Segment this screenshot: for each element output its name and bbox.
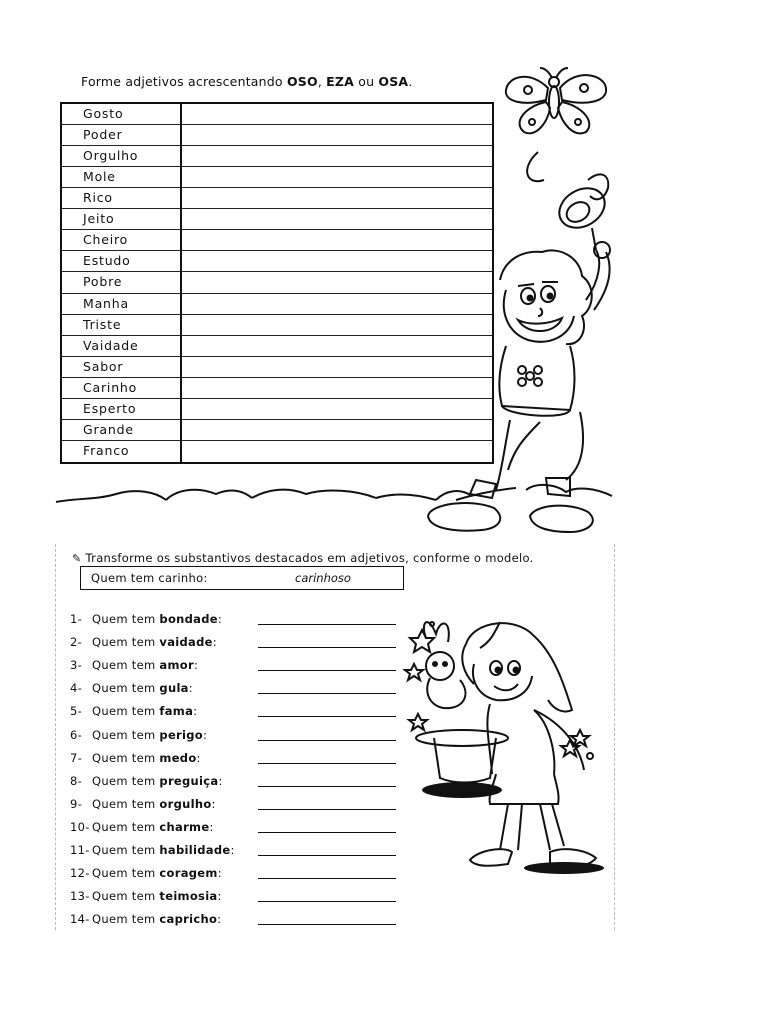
question-item <box>70 843 235 859</box>
colon: : <box>230 843 235 857</box>
answer-blank[interactable] <box>258 624 396 625</box>
colon: : <box>217 612 223 626</box>
highlighted-noun: preguiça <box>159 773 219 788</box>
noun-cell: Estudo <box>83 253 131 269</box>
answer-blank[interactable] <box>258 786 396 787</box>
item-number: 10- <box>70 819 90 834</box>
highlighted-noun: habilidade <box>159 843 231 857</box>
noun-cell: Carinho <box>83 379 138 395</box>
question-prefix: Quem tem <box>92 635 160 650</box>
item-number: 2- <box>70 635 83 650</box>
item-number: 7- <box>70 750 83 765</box>
colon: : <box>217 889 222 904</box>
answer-blank[interactable] <box>258 901 396 902</box>
colon: : <box>211 796 216 811</box>
item-number: 5- <box>70 704 83 719</box>
question-prefix: Quem tem <box>92 912 160 927</box>
noun-cell: Esperto <box>83 400 137 416</box>
noun-cell: Triste <box>83 316 122 332</box>
highlighted-noun: vaidade <box>159 635 213 650</box>
highlighted-noun: charme <box>159 819 210 834</box>
question-item <box>70 889 222 905</box>
question-prefix: Quem tem <box>92 727 160 742</box>
answer-blank[interactable] <box>258 740 396 741</box>
answer-blank[interactable] <box>258 855 396 856</box>
colon: : <box>193 704 198 719</box>
colon: : <box>217 866 222 881</box>
instruction-text: Forme adjetivos acrescentando <box>81 74 287 89</box>
question-prefix: Quem tem <box>92 704 160 719</box>
separator: , <box>317 74 327 89</box>
suffix-oso: OSO <box>286 74 318 89</box>
model-answer: carinhoso <box>295 571 351 585</box>
instruction-text: Transforme os substantivos destacados em adjetivos, conforme o modelo. <box>85 551 534 565</box>
question-prefix: Quem tem <box>92 889 160 904</box>
colon: : <box>196 750 201 765</box>
question-item <box>70 612 222 628</box>
noun-cell: Jeito <box>83 211 115 227</box>
question-prefix: Quem tem <box>92 773 160 788</box>
noun-cell: Cheiro <box>83 232 129 248</box>
noun-cell: Vaidade <box>83 337 139 353</box>
item-number: 6- <box>70 727 83 742</box>
item-number: 11- <box>70 843 90 857</box>
question-item <box>70 658 198 674</box>
colon: : <box>217 912 222 927</box>
colon: : <box>193 658 199 673</box>
highlighted-noun: amor <box>159 658 194 673</box>
answer-blank[interactable] <box>258 809 396 810</box>
noun-cell: Franco <box>83 442 130 458</box>
highlighted-noun: teimosia <box>159 889 218 904</box>
answer-blank[interactable] <box>258 670 396 671</box>
answer-blank[interactable] <box>258 647 396 648</box>
colon: : <box>218 773 223 788</box>
question-item <box>70 728 207 744</box>
answer-blank[interactable] <box>258 716 396 717</box>
section1-instruction <box>81 74 412 89</box>
magician-girl-illustration <box>404 614 614 884</box>
question-item <box>70 751 201 767</box>
question-item <box>70 681 193 697</box>
answer-blank[interactable] <box>258 763 396 764</box>
question-prefix: Quem tem <box>92 612 160 626</box>
suffix-eza: EZA <box>326 74 355 89</box>
item-number: 13- <box>70 889 90 904</box>
separator: ou <box>354 74 379 89</box>
question-prefix: Quem tem <box>92 796 160 811</box>
highlighted-noun: orgulho <box>159 796 212 811</box>
colon: : <box>209 819 214 834</box>
highlighted-noun: bondade <box>159 612 218 626</box>
pencil-icon: ✎ <box>72 552 82 565</box>
highlighted-noun: medo <box>159 750 197 765</box>
period: . <box>408 74 413 89</box>
colon: : <box>188 681 193 696</box>
highlighted-noun: capricho <box>159 912 218 927</box>
noun-cell: Manha <box>83 295 129 311</box>
suffix-osa: OSA <box>378 74 409 89</box>
item-number: 1- <box>70 612 83 626</box>
noun-cell: Sabor <box>83 358 124 374</box>
answer-blank[interactable] <box>258 924 396 925</box>
question-prefix: Quem tem <box>92 843 160 857</box>
answer-blank[interactable] <box>258 878 396 879</box>
question-item <box>70 774 223 790</box>
butterfly-illustration <box>500 66 612 140</box>
item-number: 3- <box>70 658 83 673</box>
answer-blank[interactable] <box>258 693 396 694</box>
question-item <box>70 912 221 928</box>
highlighted-noun: gula <box>159 681 189 696</box>
item-number: 14- <box>70 912 90 927</box>
noun-cell: Rico <box>83 190 113 206</box>
item-number: 9- <box>70 796 83 811</box>
model-question: Quem tem carinho: <box>91 571 208 585</box>
answer-cell[interactable] <box>180 104 492 124</box>
noun-cell: Poder <box>83 127 123 143</box>
hills-illustration <box>56 480 616 530</box>
section2-instruction <box>72 551 534 565</box>
answer-blank[interactable] <box>258 832 396 833</box>
question-item <box>70 704 197 720</box>
question-item <box>70 820 214 836</box>
table-row <box>62 104 492 125</box>
model-example-box <box>80 566 404 590</box>
noun-cell: Grande <box>83 421 134 437</box>
highlighted-noun: coragem <box>159 866 218 881</box>
item-number: 8- <box>70 773 83 788</box>
noun-cell: Orgulho <box>83 148 139 164</box>
question-prefix: Quem tem <box>92 750 160 765</box>
noun-cell: Gosto <box>83 106 124 121</box>
noun-cell: Pobre <box>83 274 123 290</box>
noun-cell: Mole <box>83 169 116 185</box>
question-prefix: Quem tem <box>92 866 160 881</box>
colon: : <box>212 635 217 650</box>
question-prefix: Quem tem <box>92 819 160 834</box>
item-number: 12- <box>70 866 90 881</box>
colon: : <box>203 727 208 742</box>
question-item <box>70 866 222 882</box>
item-number: 4- <box>70 681 83 696</box>
question-item <box>70 635 217 651</box>
question-prefix: Quem tem <box>92 681 160 696</box>
highlighted-noun: perigo <box>159 727 203 742</box>
highlighted-noun: fama <box>159 704 194 719</box>
question-item <box>70 797 216 813</box>
question-prefix: Quem tem <box>92 658 160 673</box>
